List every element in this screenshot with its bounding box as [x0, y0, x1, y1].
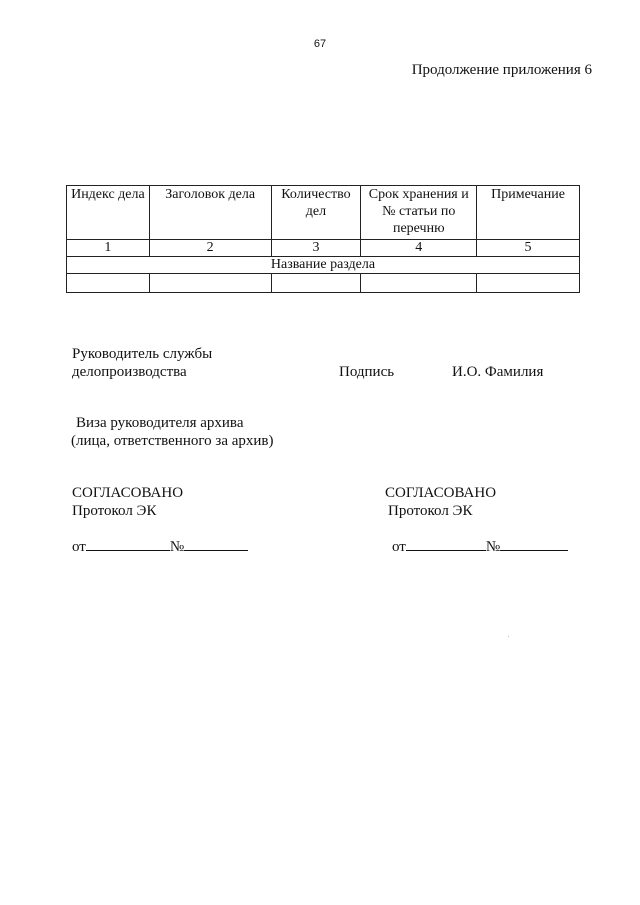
approval-date-line-right [392, 536, 568, 556]
page-number: 67 [313, 38, 327, 50]
signature-label: Подпись [339, 364, 395, 380]
number-blank [184, 536, 248, 551]
header-count: Количество дел [271, 186, 361, 240]
column-number: 2 [149, 240, 271, 257]
appendix-label: Продолжение приложения 6 [411, 62, 592, 78]
section-row [67, 257, 580, 274]
role-line-1: Руководитель службы [72, 346, 213, 362]
empty-cell [271, 274, 361, 293]
column-number: 1 [67, 240, 150, 257]
from-label: от [392, 539, 406, 555]
header-retention: Срок хранения и № статьи по перечню [361, 186, 477, 240]
archive-visa-line-2: (лица, ответственного за архив) [71, 433, 274, 449]
header-index: Индекс дела [67, 186, 150, 240]
empty-row [67, 274, 580, 293]
header-title: Заголовок дела [149, 186, 271, 240]
from-label: от [72, 539, 86, 555]
column-number-row [67, 240, 580, 257]
approval-protocol-right: Протокол ЭК [388, 503, 473, 519]
number-label: № [485, 539, 501, 555]
scan-speck [508, 636, 509, 637]
date-blank [406, 536, 486, 551]
empty-cell [477, 274, 580, 293]
archive-visa-line-1: Виза руководителя архива [76, 415, 244, 431]
number-blank [500, 536, 568, 551]
register-table [66, 185, 580, 293]
approval-protocol-left: Протокол ЭК [72, 503, 157, 519]
column-number: 3 [271, 240, 361, 257]
empty-cell [149, 274, 271, 293]
column-number: 5 [477, 240, 580, 257]
approval-title-left: СОГЛАСОВАНО [72, 485, 184, 501]
empty-cell [67, 274, 150, 293]
table-header-row [67, 186, 580, 240]
empty-cell [361, 274, 477, 293]
date-blank [86, 536, 170, 551]
column-number: 4 [361, 240, 477, 257]
approval-title-right: СОГЛАСОВАНО [385, 485, 497, 501]
name-label: И.О. Фамилия [452, 364, 544, 380]
header-note: Примечание [477, 186, 580, 240]
role-line-2: делопроизводства [72, 364, 187, 380]
approval-date-line-left [72, 536, 248, 556]
section-title: Название раздела [67, 257, 580, 274]
number-label: № [169, 539, 185, 555]
